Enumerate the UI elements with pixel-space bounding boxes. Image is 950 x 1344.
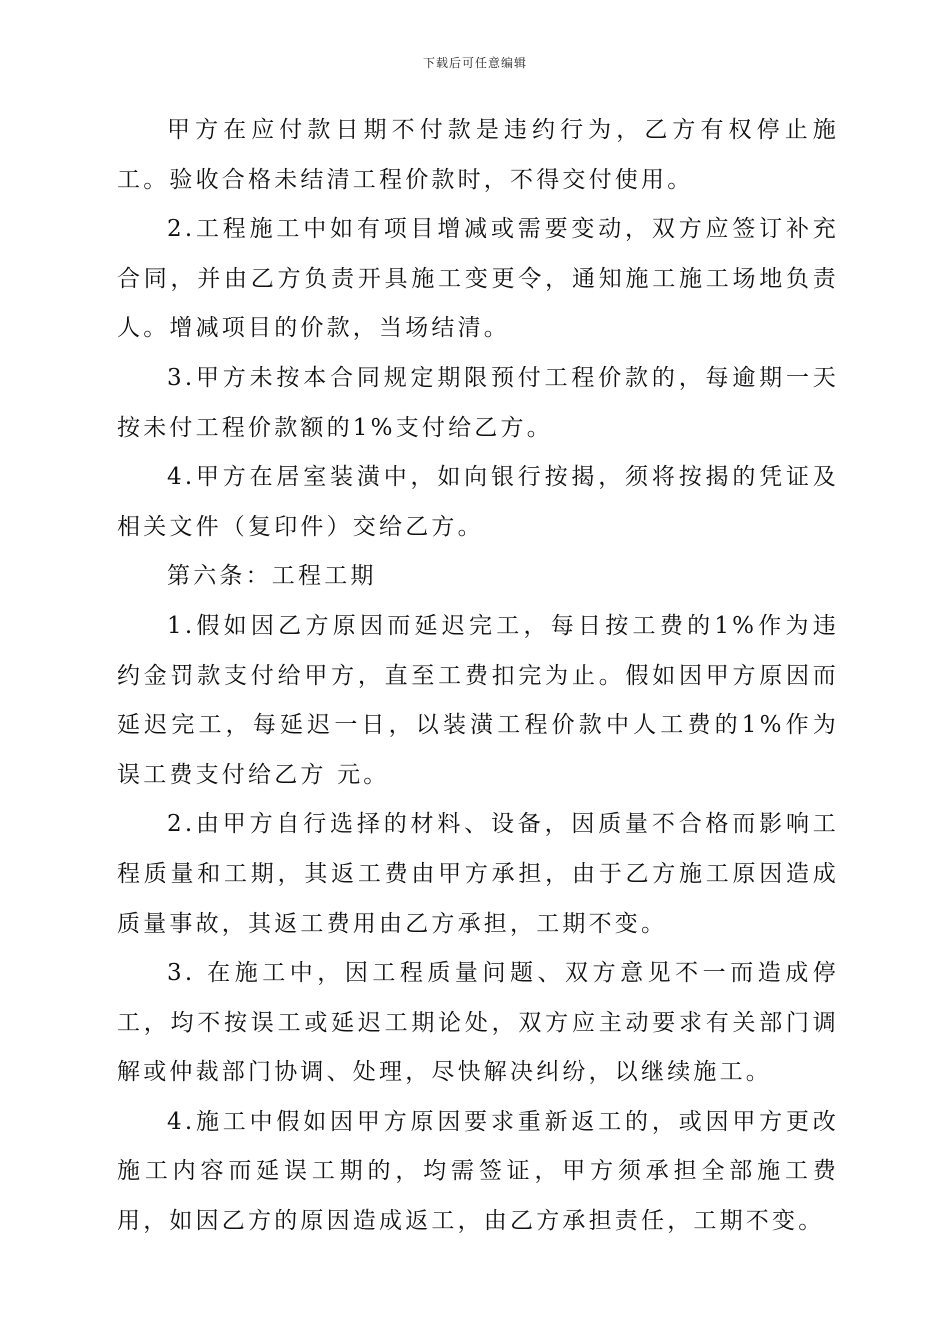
paragraph-clause-3-late-payment: 3.甲方未按本合同规定期限预付工程价款的，每逾期一天按未付工程价款额的1%支付给乙方。	[117, 364, 839, 441]
paragraph-payment-default: 甲方在应付款日期不付款是违约行为，乙方有权停止施工。验收合格未结清工程价款时，不得交付使用。	[117, 117, 839, 193]
paragraph-clause-2-changes: 2.工程施工中如有项目增减或需要变动，双方应签订补充合同，并由乙方负责开具施工变更令，通知施工施工场地负责人。增减项目的价款，当场结清。	[117, 216, 839, 342]
page-header-note: 下载后可任意编辑	[422, 56, 527, 70]
paragraph-article-6-clause-2: 2.由甲方自行选择的材料、设备，因质量不合格而影响工程质量和工期，其返工费由甲方承担，由于乙方施工原因造成质量事故，其返工费用由乙方承担，工期不变。	[117, 811, 839, 937]
paragraph-article-6-clause-4: 4.施工中假如因甲方原因要求重新返工的，或因甲方更改施工内容而延误工期的，均需签证，甲方须承担全部施工费用，如因乙方的原因造成返工，由乙方承担责任，工期不变。	[117, 1108, 839, 1235]
document-body	[117, 106, 839, 1247]
paragraph-article-6-clause-3: 3. 在施工中，因工程质量问题、双方意见不一而造成停工，均不按误工或延迟工期论处，双方应主动要求有关部门调解或仲裁部门协调、处理，尽快解决纠纷，以继续施工。	[117, 960, 839, 1086]
section-heading-article-6: 第六条：工程工期	[167, 563, 377, 590]
paragraph-clause-4-mortgage: 4.甲方在居室装潢中，如向银行按揭，须将按揭的凭证及相关文件（复印件）交给乙方。	[117, 464, 839, 540]
paragraph-article-6-clause-1: 1.假如因乙方原因而延迟完工，每日按工费的1%作为违约金罚款支付给甲方，直至工费扣完为止。假如因甲方原因而延迟完工，每延迟一日，以装潢工程价款中人工费的1%作为误工费支付给乙方 元。	[117, 612, 839, 788]
